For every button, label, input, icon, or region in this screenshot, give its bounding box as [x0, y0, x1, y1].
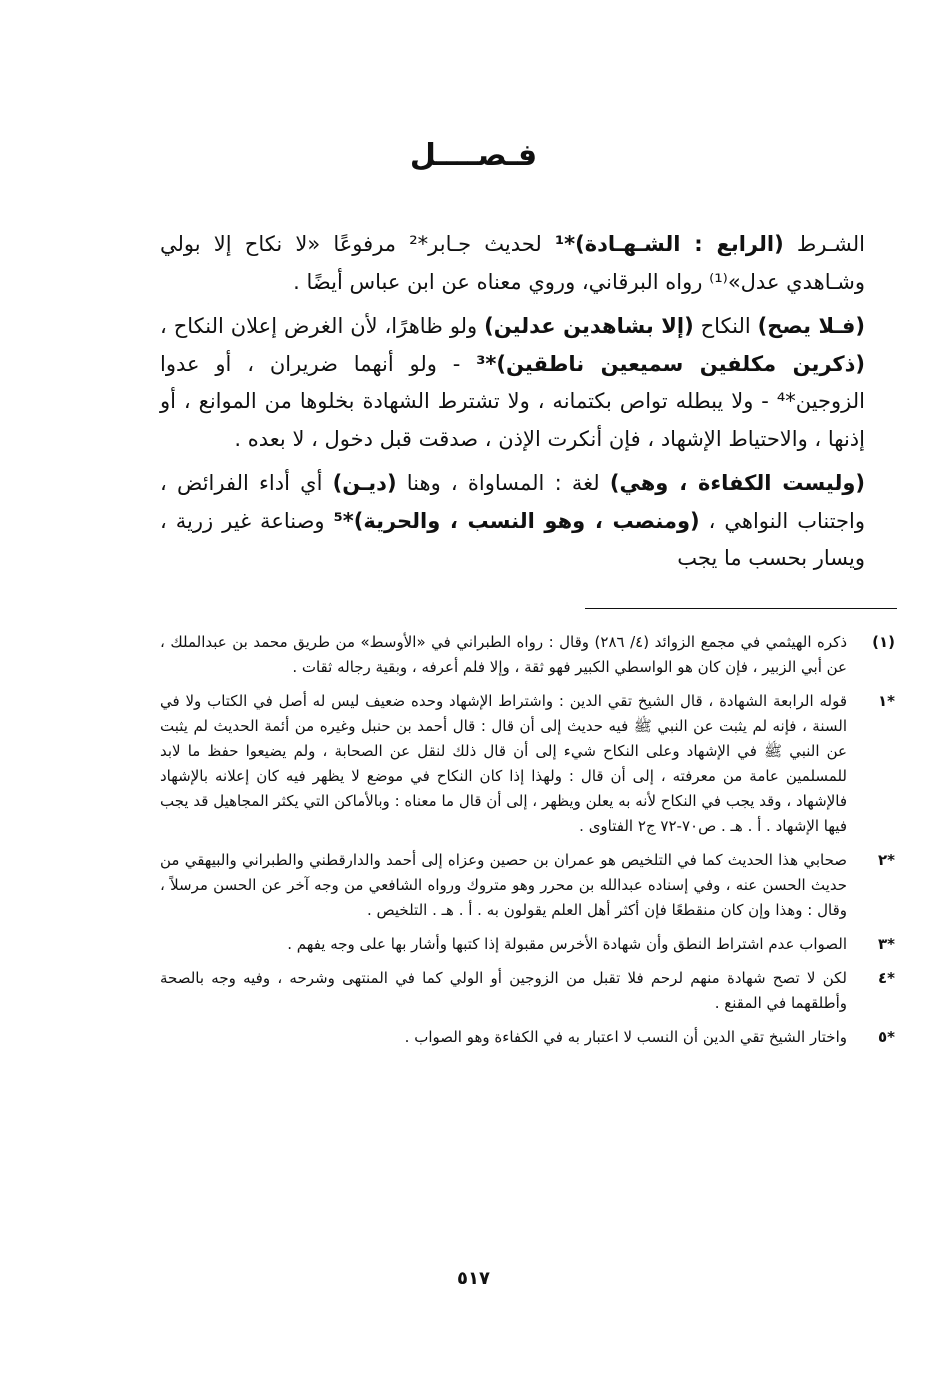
main-text — [160, 226, 865, 585]
bold-phrase: (فـلا يصح) — [757, 314, 865, 338]
paragraph-3 — [160, 465, 865, 578]
footnote — [160, 630, 895, 680]
footnotes — [160, 630, 895, 1059]
footnote-text: الصواب عدم اشتراط النطق وأن شهادة الأخرس مقبولة إذا كتبها وأشار بها على وجه يفهم . — [287, 935, 847, 953]
bold-phrase: (ومنصب ، وهو النسب ، والحرية)*⁵ — [333, 508, 700, 533]
footnote-text: صحابي هذا الحديث كما في التلخيص هو عمران بن حصين وعزاه إلى أحمد والدارقطني والطبراني والبيهقي من حديث الحسن عنه ، وفي إسناده عبدالله بن محرر وهو متروك ورواه الشافعي من وجه آخر عن الحسن مرسلاً ، وقال : وهذا وإن كان منقطعًا فإن أكثر أهل العلم يقولون به . أ . هـ . التلخيص . — [160, 851, 847, 919]
text-run: ولو ظاهرًا، لأن الغرض إعلان النكاح ، — [160, 314, 485, 338]
text-run: النكاح — [693, 314, 758, 338]
footnote-text: واختار الشيخ تقي الدين أن النسب لا اعتبار به في الكفاءة وهو الصواب . — [404, 1028, 847, 1046]
footnote-text: ذكره الهيثمي في مجمع الزوائد (٤/ ٢٨٦) وقال : رواه الطبراني في «الأوسط» من طريق محمد بن عبدالملك ، عن أبي الزبير ، فإن كان هو الواسطي الكبير فهو ثقة ، وإلا فلم أعرفه ، وبقية رجاله ثقات . — [160, 633, 848, 676]
page-number: ٥١٧ — [457, 1268, 490, 1289]
footnote-text: لكن لا تصح شهادة منهم لرحم فلا تقبل من الزوجين أو الولي كما في المنتهى وشرحه ، وفيه وجه بالصحة وأطلقهما في المقنع . — [160, 969, 847, 1012]
footnote — [160, 1025, 895, 1050]
footnote-marker: *١ — [877, 692, 895, 710]
footnote-text: قوله الرابعة الشهادة ، قال الشيخ تقي الدين : واشتراط الإشهاد وحده ضعيف ليس له أصل في الكتاب ولا في السنة ، فإنه لم يثبت عن النبي ﷺ فيه حديث إلى أن قال : قال أحمد بن حنبل وغيره من أئمة الحديث لم يثبت عن النبي ﷺ في الإشهاد وعلى النكاح شيء إلى أن قال ذلك لنقل عن الصحابة ، ولم يضيعوا حفظ ما لابد للمسلمين عامة من معرفته ، إلى أن قال : ولهذا إذا كان النكاح في موضع لا يظهر فيه كان إعلانه بالإشهاد فالإشهاد ، وقد يجب في النكاح لأنه به يعلن ويظهر ، إلى أن قال ما معناه : وبالأماكن التي يكثر المجاهيل قد يجب فيها الإشهاد . أ . هـ . ص٧٠-٧٢ ج٢ الفتاوى . — [160, 692, 847, 835]
text-run: لحديث جـابر*² مرفوعًا «لا نكاح إلا بولي وشـاهدي عدل»⁽¹⁾ رواه البرقاني، وروي معناه عن ابن عباس أيضًا . — [160, 232, 865, 294]
bold-phrase: (وليست الكفاءة ، وهي) — [609, 471, 865, 495]
footnote-separator — [585, 608, 897, 609]
text-run: أي أداء الفرائض ، واجتناب النواهي ، — [160, 471, 866, 533]
footnote — [160, 689, 895, 839]
footnote — [160, 966, 895, 1016]
footnote-marker: (١) — [872, 633, 895, 651]
footnote — [160, 848, 895, 923]
bold-phrase: (ديـن) — [332, 471, 397, 495]
footnote-marker: *٥ — [877, 1028, 895, 1046]
text-run: لغة : المساواة ، وهنا — [396, 471, 610, 495]
footnote-marker: *٣ — [877, 935, 895, 953]
text-run: الشـرط — [783, 232, 865, 256]
footnote-marker: *٢ — [877, 851, 895, 869]
bold-phrase: (إلا بشاهدين عدلين) — [484, 314, 694, 338]
paragraph-1 — [160, 226, 865, 301]
text-run: - ولو أنهما ضريران ، أو عدوا الزوجين*⁴ - ولا يبطله تواص بكتمانه ، ولا تشترط الشهادة بخلوها من الموانع ، أو إذنها ، والاحتياط الإشهاد ، فإن أنكرت الإذن ، صدقت قبل دخول ، لا بعده . — [160, 351, 865, 451]
footnote-marker: *٤ — [877, 969, 895, 987]
bold-phrase: (ذكرين مكلفين سميعين ناطقين)*³ — [476, 351, 866, 376]
text-run: وصناعة غير زرية ، ويسار بحسب ما يجب — [160, 508, 865, 570]
paragraph-2 — [160, 308, 865, 458]
bold-phrase: (الرابع : الشـهـادة)*¹ — [554, 232, 784, 256]
chapter-heading: فـصــــل — [409, 138, 538, 173]
footnote — [160, 932, 895, 957]
